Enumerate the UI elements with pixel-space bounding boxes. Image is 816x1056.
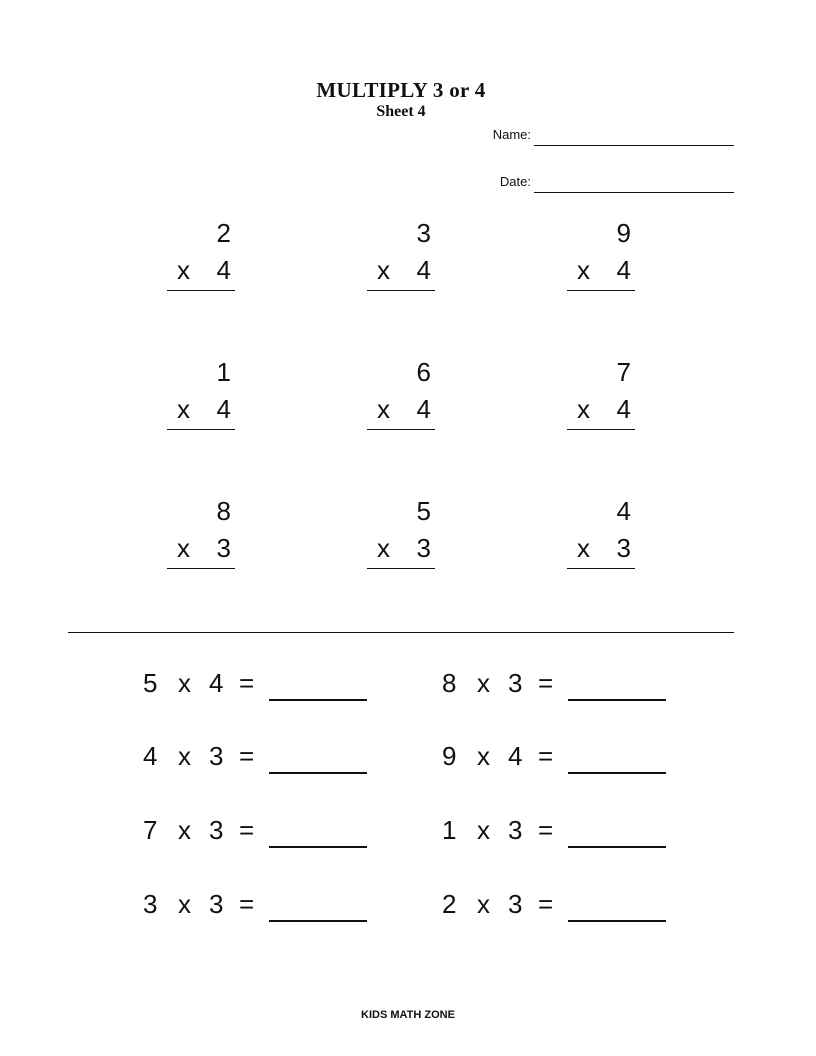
vertical-problem [167,357,235,435]
answer-blank[interactable] [568,846,666,848]
answer-blank[interactable] [568,920,666,922]
times-sign: x [177,255,190,285]
section-divider [68,632,734,633]
answer-line[interactable] [367,568,435,569]
multiplicand: 7 [616,357,631,387]
multiplier: 4 [616,394,631,424]
multiplicand: 8 [216,496,231,526]
factor-b: 4 [209,668,224,698]
factor-b: 4 [508,741,523,771]
footer-brand: KIDS MATH ZONE [361,1009,455,1021]
multiplicand: 2 [216,218,231,248]
times-sign: x [377,255,390,285]
times-sign: x [177,533,190,563]
multiplicand: 3 [416,218,431,248]
equals-sign: = [538,889,554,919]
multiplier: 3 [216,533,231,563]
answer-line[interactable] [167,290,235,291]
times-sign: x [178,815,191,845]
equals-sign: = [239,815,255,845]
times-sign: x [477,815,490,845]
multiplier: 4 [216,394,231,424]
factor-a: 7 [143,815,158,845]
vertical-problem [167,218,235,296]
times-sign: x [477,668,490,698]
multiplicand: 5 [416,496,431,526]
times-sign: x [178,668,191,698]
times-sign: x [577,255,590,285]
horizontal-problem [442,815,672,849]
equals-sign: = [239,889,255,919]
answer-line[interactable] [167,429,235,430]
answer-line[interactable] [367,290,435,291]
vertical-problem [567,357,635,435]
times-sign: x [477,741,490,771]
times-sign: x [178,741,191,771]
date-field-line[interactable] [534,192,734,193]
times-sign: x [577,394,590,424]
vertical-problem [367,496,435,574]
vertical-problem [367,218,435,296]
times-sign: x [577,533,590,563]
equals-sign: = [538,668,554,698]
horizontal-problem [143,668,373,702]
multiplier: 4 [416,394,431,424]
multiplicand: 6 [416,357,431,387]
answer-blank[interactable] [269,846,367,848]
multiplicand: 4 [616,496,631,526]
factor-a: 2 [442,889,457,919]
factor-b: 3 [508,889,523,919]
date-label: Date: [499,174,531,189]
factor-b: 3 [209,815,224,845]
factor-a: 4 [143,741,158,771]
times-sign: x [178,889,191,919]
answer-line[interactable] [567,290,635,291]
answer-line[interactable] [367,429,435,430]
factor-b: 3 [508,815,523,845]
horizontal-problem [442,668,672,702]
times-sign: x [477,889,490,919]
equals-sign: = [239,668,255,698]
factor-a: 8 [442,668,457,698]
worksheet-subtitle: Sheet 4 [376,103,426,120]
equals-sign: = [239,741,255,771]
multiplier: 4 [216,255,231,285]
answer-blank[interactable] [269,699,367,701]
equals-sign: = [538,815,554,845]
answer-line[interactable] [567,568,635,569]
factor-b: 3 [508,668,523,698]
multiplier: 4 [416,255,431,285]
multiplier: 4 [616,255,631,285]
horizontal-problem [143,815,373,849]
factor-a: 9 [442,741,457,771]
factor-a: 1 [442,815,457,845]
horizontal-problem [143,741,373,775]
worksheet-title: MULTIPLY 3 or 4 [316,78,486,102]
factor-b: 3 [209,741,224,771]
vertical-problem [367,357,435,435]
answer-blank[interactable] [269,920,367,922]
factor-b: 3 [209,889,224,919]
vertical-problem [167,496,235,574]
horizontal-problem [442,889,672,923]
name-field-line[interactable] [534,145,734,146]
answer-line[interactable] [167,568,235,569]
multiplier: 3 [416,533,431,563]
answer-line[interactable] [567,429,635,430]
multiplicand: 9 [616,218,631,248]
horizontal-problem [143,889,373,923]
vertical-problem [567,218,635,296]
answer-blank[interactable] [269,772,367,774]
times-sign: x [177,394,190,424]
vertical-problem [567,496,635,574]
horizontal-problem [442,741,672,775]
factor-a: 5 [143,668,158,698]
times-sign: x [377,394,390,424]
factor-a: 3 [143,889,158,919]
equals-sign: = [538,741,554,771]
answer-blank[interactable] [568,699,666,701]
times-sign: x [377,533,390,563]
multiplier: 3 [616,533,631,563]
answer-blank[interactable] [568,772,666,774]
multiplicand: 1 [216,357,231,387]
name-label: Name: [492,127,531,142]
